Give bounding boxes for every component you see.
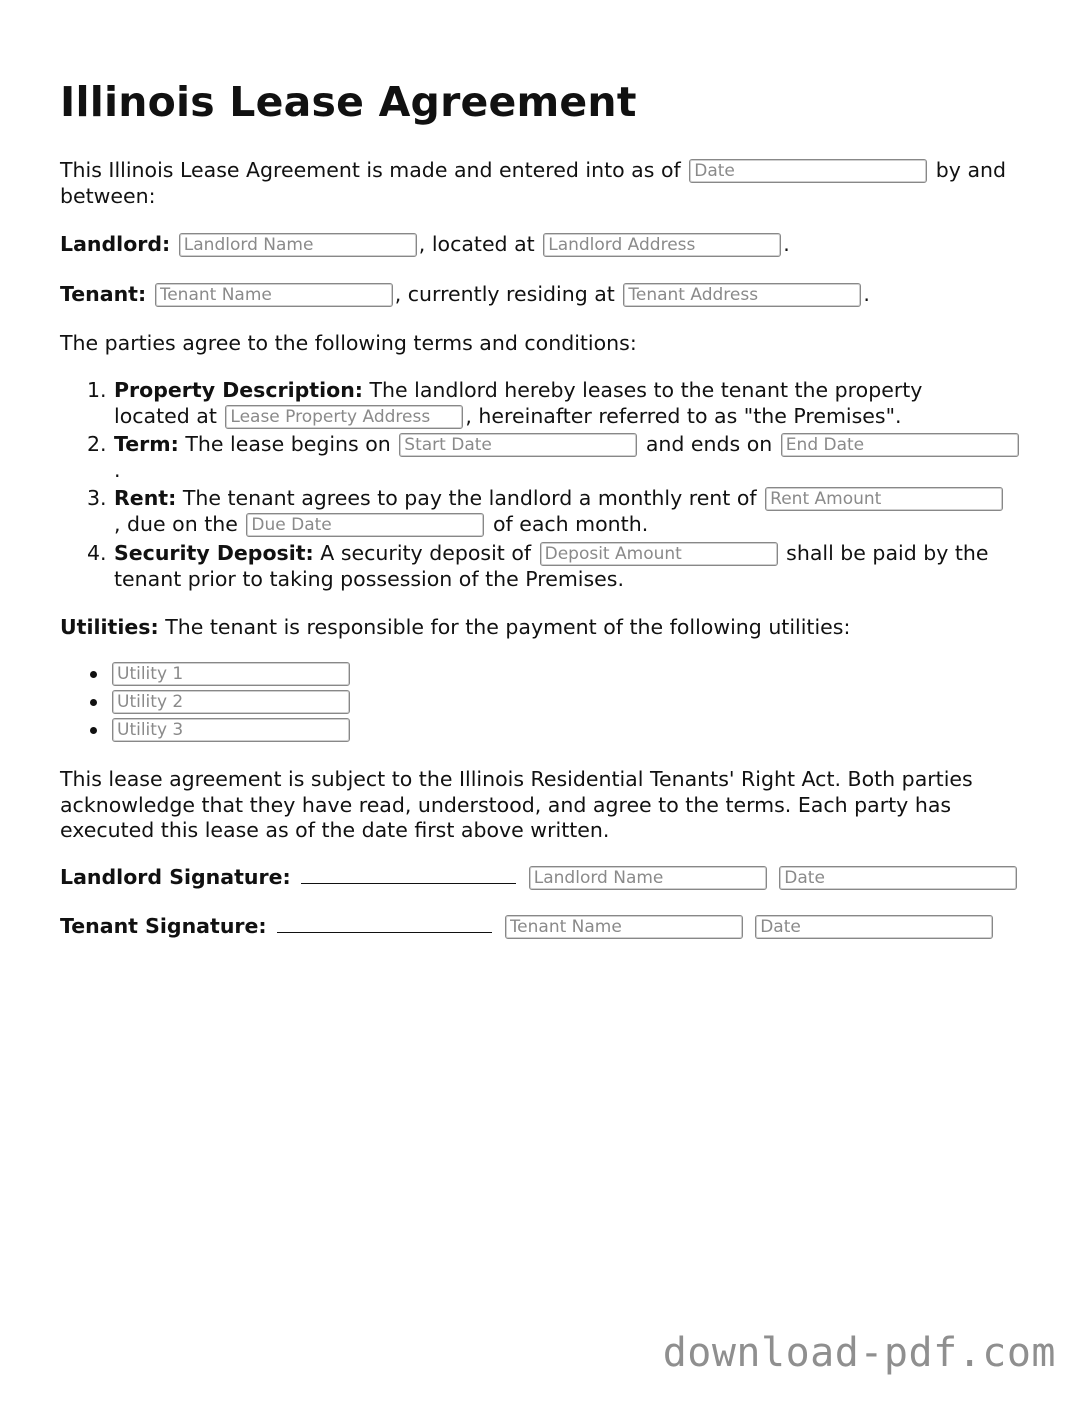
bullet-icon [90,727,97,734]
landlord-signature-label: Landlord Signature: [60,865,291,889]
term-lease-term: 2. Term: The lease begins on Start Date and ends on End Date . [60,431,1035,483]
bullet-icon [90,699,97,706]
tenant-sign-date-field[interactable] [755,915,993,939]
landlord-sign-date-field[interactable] [779,866,1017,890]
landlord-name-field[interactable] [179,233,417,257]
landlord-sign-name-field[interactable] [529,866,767,890]
bullet-icon [90,671,97,678]
utility-3-field[interactable] [112,718,350,742]
landlord-label: Landlord: [60,232,171,256]
tenant-address-field[interactable] [623,283,861,307]
tenant-line: Tenant: Tenant Name , currently residing at Tenant Address . [60,281,1035,307]
term-security-deposit: 4. Security Deposit: A security deposit of Deposit Amount shall be paid by the tenant prior to taking possession of the Premises. [60,540,1035,592]
tenant-signature-blank[interactable] [277,914,492,933]
due-date-field[interactable] [246,513,484,537]
landlord-signature-line [60,864,1035,890]
start-date-field[interactable] [399,433,637,457]
utilities-label: Utilities: [60,615,159,639]
tenant-sign-name-field[interactable] [505,915,743,939]
utilities-line: Utilities: The tenant is responsible for the payment of the following utilities: [60,615,851,639]
intro-paragraph: This Illinois Lease Agreement is made and entered into as of Date by and between: [60,157,1035,209]
rent-amount-field[interactable] [765,487,1003,511]
term-property-description: 1. Property Description: The landlord hereby leases to the tenant the property located at Lease Property Address , hereinafter referred to as "the Premises". [60,377,1035,429]
terms-intro: The parties agree to the following terms and conditions: [60,331,637,355]
tenant-name-field[interactable] [155,283,393,307]
page-title: Illinois Lease Agreement [60,78,637,126]
deposit-amount-field[interactable] [540,542,778,566]
tenant-signature-line [60,913,1035,939]
tenant-label: Tenant: [60,282,147,306]
utility-2-field[interactable] [112,690,350,714]
landlord-line: Landlord: Landlord Name , located at Landlord Address . [60,231,1035,257]
utility-1-field[interactable] [112,662,350,686]
end-date-field[interactable] [781,433,1019,457]
watermark: download-pdf.com [662,1330,1056,1376]
landlord-signature-blank[interactable] [301,865,516,884]
tenant-signature-label: Tenant Signature: [60,914,267,938]
landlord-address-field[interactable] [543,233,781,257]
agreement-date-field[interactable] [689,159,927,183]
closing-paragraph: This lease agreement is subject to the Illinois Residential Tenants' Right Act. Both parties acknowledge that they have read, understood, and agree to the terms. Each party has executed this lease as of the date first above written. [60,767,973,842]
lease-property-address-field[interactable] [225,405,463,429]
term-rent: 3. Rent: The tenant agrees to pay the landlord a monthly rent of Rent Amount , due on the Due Date of each month. [60,485,1035,537]
